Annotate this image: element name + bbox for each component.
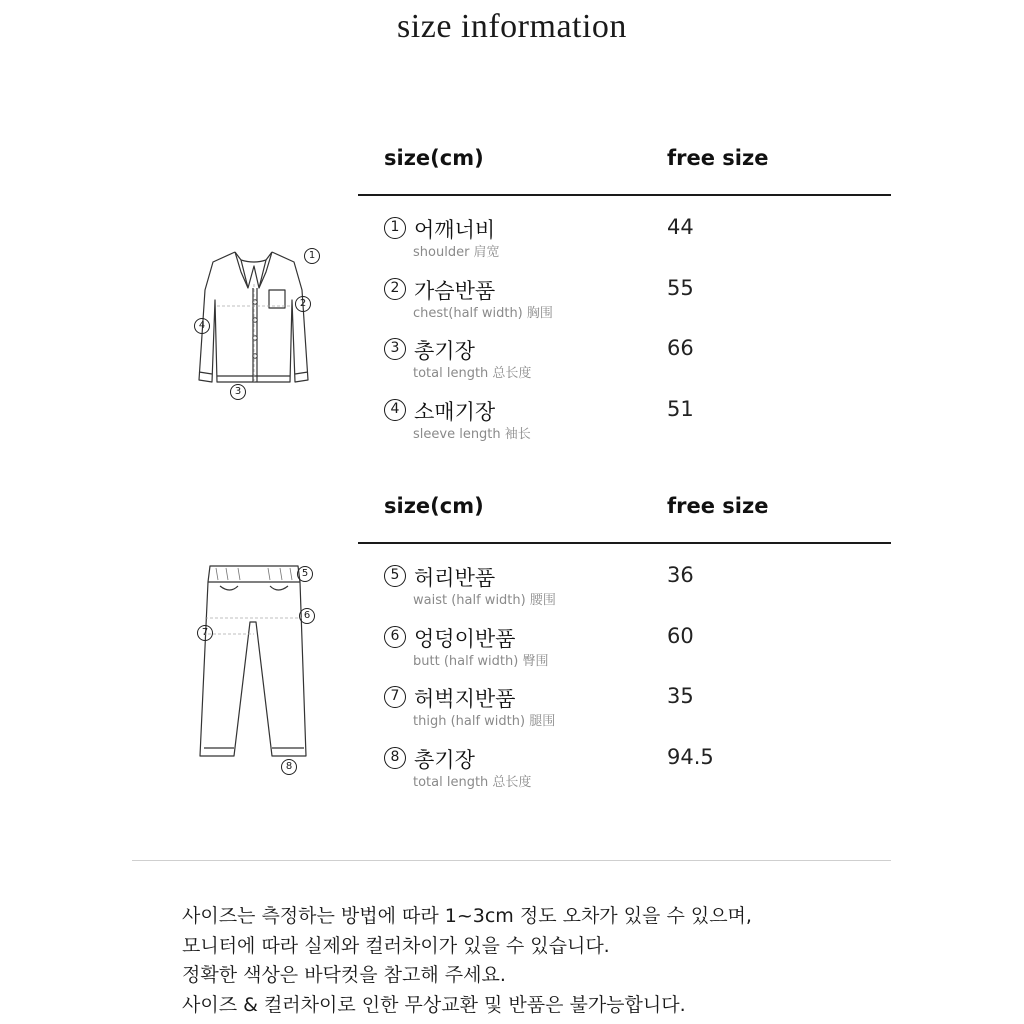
bottoms-header-value: free size: [667, 494, 769, 518]
row-value: 36: [667, 563, 694, 587]
row-label: 총기장: [414, 339, 475, 363]
row-value: 60: [667, 623, 694, 648]
row-number: 3: [384, 338, 406, 360]
row-number: 6: [384, 626, 406, 648]
row-number: 4: [384, 399, 406, 421]
row-sublabel: sleeve length 袖长: [413, 426, 531, 442]
tops-header-label: size(cm): [384, 146, 484, 170]
row-value: 55: [667, 275, 694, 300]
row-value: 35: [667, 684, 694, 708]
row-label: 가슴반품: [414, 278, 496, 303]
row-label: 어깨너비: [414, 218, 496, 242]
row-label: 엉덩이반품: [414, 626, 516, 651]
pants-marker-5: 5: [297, 566, 313, 582]
section-divider: [132, 860, 891, 861]
row-value: 94.5: [667, 744, 714, 769]
table-row: [358, 605, 891, 669]
row-value: 44: [667, 215, 694, 239]
row-label: 허벅지반품: [414, 687, 516, 711]
row-label: 소매기장: [414, 399, 496, 424]
row-value: 66: [667, 336, 694, 360]
row-sublabel: waist (half width) 腰围: [413, 593, 556, 608]
row-sublabel: chest(half width) 胸围: [413, 305, 553, 321]
row-sublabel: total length 总长度: [413, 366, 532, 381]
note-line: 사이즈는 측정하는 방법에 따라 1~3cm 정도 오차가 있을 수 있으며,: [182, 905, 752, 927]
row-number: 1: [384, 217, 406, 239]
table-row: [358, 726, 891, 790]
row-sublabel: shoulder 肩宽: [413, 245, 500, 260]
tops-size-table: [358, 144, 891, 442]
table-row: [358, 378, 891, 442]
shirt-marker-1: 1: [304, 248, 320, 264]
size-notes: [182, 902, 752, 1020]
row-sublabel: thigh (half width) 腿围: [413, 714, 556, 729]
row-number: 7: [384, 686, 406, 708]
pants-marker-8: 8: [281, 759, 297, 775]
row-number: 5: [384, 565, 406, 587]
pants-marker-6: 6: [299, 608, 315, 624]
table-row: [358, 196, 891, 260]
pants-marker-7: 7: [197, 625, 213, 641]
table-row: [358, 665, 891, 729]
row-number: 2: [384, 278, 406, 300]
bottoms-header-label: size(cm): [384, 494, 484, 518]
row-label: 허리반품: [414, 566, 496, 590]
bottoms-table-header: [358, 492, 891, 544]
note-line: 사이즈 & 컬러차이로 인한 무상교환 및 반품은 불가능합니다.: [182, 993, 686, 1016]
pants-illustration: [190, 560, 315, 770]
row-value: 51: [667, 396, 694, 421]
page-title: size information: [397, 8, 627, 45]
tops-table-header: [358, 144, 891, 196]
shirt-marker-2: 2: [295, 296, 311, 312]
row-label: 총기장: [414, 747, 475, 772]
table-row: [358, 317, 891, 381]
note-line: 정확한 색상은 바닥컷을 참고해 주세요.: [182, 964, 506, 986]
row-number: 8: [384, 747, 406, 769]
row-sublabel: butt (half width) 臀围: [413, 653, 549, 669]
bottoms-size-table: [358, 492, 891, 790]
shirt-marker-3: 3: [230, 384, 246, 400]
table-row: [358, 257, 891, 321]
note-line: 모니터에 따라 실제와 컬러차이가 있을 수 있습니다.: [182, 934, 610, 957]
row-sublabel: total length 总长度: [413, 774, 532, 790]
shirt-marker-4: 4: [194, 318, 210, 334]
tops-header-value: free size: [667, 146, 769, 170]
table-row: [358, 544, 891, 608]
